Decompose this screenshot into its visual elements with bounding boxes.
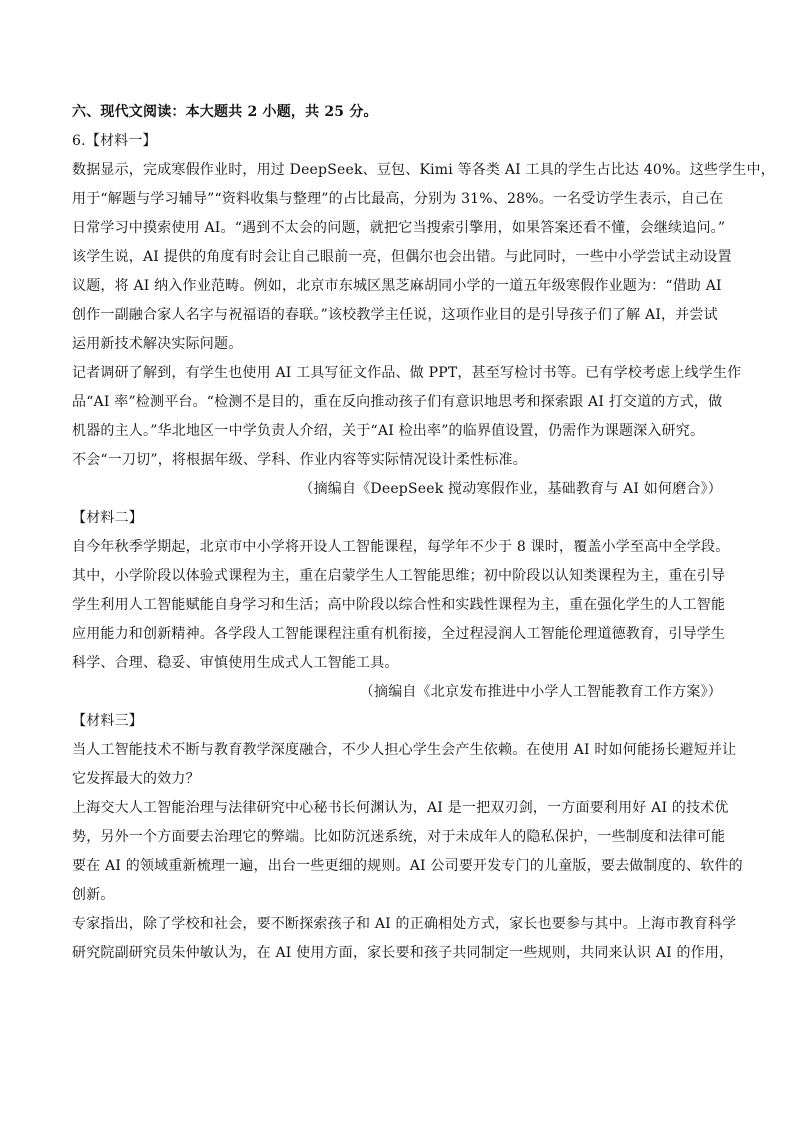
material3-paragraph1: [72, 736, 737, 794]
text-line: 研究院副研究员朱仲敏认为，在 AI 使用方面，家长要和孩子共同制定一些规则，共同来认识 AI 的作用，: [72, 945, 734, 961]
text-line: 上海交大人工智能治理与法律研究中心秘书长何渊认为，AI 是一把双刃剑，一方面要利用好 AI 的技术优: [72, 800, 729, 816]
question-header: 6.【材料一】: [72, 133, 157, 149]
text-line: 数据显示，完成寒假作业时，用过 DeepSeek、豆包、Kimi 等各类 AI 工具的学生占比达 40%。这些学生中，: [72, 162, 775, 178]
text-line: 当人工智能技术不断与教育教学深度融合，不少人担心学生会产生依赖。在使用 AI 时如何能扬长避短并让: [72, 742, 737, 758]
text-line: 不会“一刀切”，将根据年级、学科、作业内容等实际情况设计柔性标准。: [72, 452, 527, 468]
text-line: 用于“解题与学习辅导”“资料收集与整理”的占比最高，分别为 31%、28%。一名受访学生表示，自己在: [72, 191, 724, 207]
text-line: 自今年秋季学期起，北京市中小学将开设人工智能课程，每学年不少于 8 课时，覆盖小学至高中全学段。: [72, 539, 730, 555]
section-header: 六、现代文阅读：本大题共 2 小题，共 25 分。: [72, 104, 378, 120]
material2-source: （摘编自《北京发布推进中小学人工智能教育工作方案》）: [359, 684, 722, 700]
material3-paragraph2: [72, 794, 743, 910]
text-line: 创作一副融合家人名字与祝福语的春联。”该校教学主任说，这项作业目的是引导孩子们了解 AI，并尝试: [72, 307, 718, 323]
material3-header: 【材料三】: [72, 713, 143, 729]
text-line: 运用新技术解决实际问题。: [72, 336, 243, 352]
material3-paragraph3: [72, 910, 737, 968]
material1-paragraph2: [72, 359, 742, 475]
material2-header: 【材料二】: [72, 510, 143, 526]
text-line: 学生利用人工智能赋能自身学习和生活；高中阶段以综合性和实践性课程为主，重在强化学生的人工智能: [72, 597, 726, 613]
text-line: 科学、合理、稳妥、审慎使用生成式人工智能工具。: [72, 655, 399, 671]
exam-page: [72, 98, 775, 968]
material2-paragraph: [72, 533, 730, 678]
text-line: 议题，将 AI 纳入作业范畴。例如，北京市东城区黑芝麻胡同小学的一道五年级寒假作业题为：“借助 AI: [72, 278, 722, 294]
text-line: 要在 AI 的领域重新梳理一遍，出台一些更细的规则。AI 公司要开发专门的儿童版，要去做制度的、软件的: [72, 858, 743, 874]
text-line: 品“AI 率”检测平台。“检测不是目的，重在反向推动孩子们有意识地思考和探索跟 AI 打交道的方式，做: [72, 394, 723, 410]
text-line: 它发挥最大的效力？: [72, 771, 200, 787]
text-line: 记者调研了解到，有学生也使用 AI 工具写征文作品、做 PPT，甚至写检讨书等。已有学校考虑上线学生作: [72, 365, 742, 381]
text-line: 该学生说，AI 提供的角度有时会让自己眼前一亮，但偶尔也会出错。与此同时，一些中小学尝试主动设置: [72, 249, 732, 265]
material1-source: （摘编自《DeepSeek 搅动寒假作业，基础教育与 AI 如何磨合》）: [299, 481, 722, 497]
text-line: 专家指出，除了学校和社会，要不断探索孩子和 AI 的正确相处方式，家长也要参与其中。上海市教育科学: [72, 916, 737, 932]
text-line: 应用能力和创新精神。各学段人工智能课程注重有机衔接，全过程浸润人工智能伦理道德教育，引导学生: [72, 626, 726, 642]
text-line: 日常学习中摸索使用 AI。“遇到不太会的问题，就把它当搜索引擎用，如果答案还看不懂，会继续追问。”: [72, 220, 726, 236]
text-line: 机器的主人。”华北地区一中学负责人介绍，关于“AI 检出率”的临界值设置，仍需作为课题深入研究。: [72, 423, 705, 439]
text-line: 其中，小学阶段以体验式课程为主，重在启蒙学生人工智能思维；初中阶段以认知类课程为主，重在引导: [72, 568, 726, 584]
material1-paragraph1: [72, 156, 775, 359]
text-line: 势，另外一个方面要去治理它的弊端。比如防沉迷系统，对于未成年人的隐私保护，一些制度和法律可能: [72, 829, 726, 845]
text-line: 创新。: [72, 887, 115, 903]
